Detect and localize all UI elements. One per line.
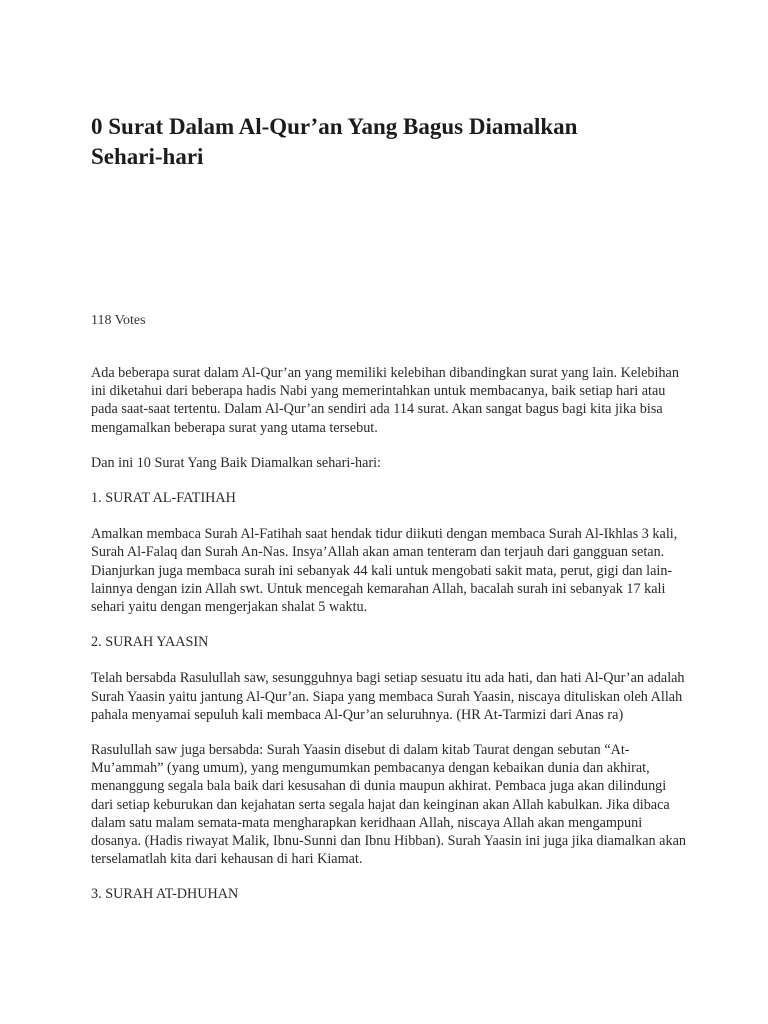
list-intro: Dan ini 10 Surat Yang Baik Diamalkan sehari-hari: (91, 454, 381, 471)
article-title: 0 Surat Dalam Al-Qur’an Yang Bagus Diamalkan Sehari-hari (91, 114, 578, 169)
al-fatihah-paragraph: Amalkan membaca Surah Al-Fatihah saat hendak tidur diikuti dengan membaca Surah Al-Ikhlas 3 kali, Surah Al-Falaq dan Surah An-Nas. Insya’Allah akan aman tenteram dan terjauh dari gangguan setan. Dianjurkan juga membaca surah ini sebanyak 44 kali untuk mengobati sakit mata, perut, gigi dan lain-lainnya dengan izin Allah swt. Untuk mencegah kemarahan Allah, bacalah surah ini sebanyak 17 kali sehari yaitu dengan mengerjakan shalat 5 waktu. (91, 526, 678, 616)
votes-count: 118 Votes (91, 313, 146, 328)
section-heading-at-dhuhan: 3. SURAH AT-DHUHAN (91, 886, 239, 903)
intro-paragraph: Ada beberapa surat dalam Al-Qur’an yang memiliki kelebihan dibandingkan surat yang lain. Kelebihan ini diketahui dari beberapa hadis Nabi yang memerintahkan untuk membacanya, baik setiap hari atau pada saat-saat tertentu. Dalam Al-Qur’an sendiri ada 114 surat. Akan sangat bagus bagi kita jika bisa mengamalkan beberapa surat yang utama tersebut. (91, 365, 679, 436)
section-heading-al-fatihah: 1. SURAT AL-FATIHAH (91, 490, 236, 507)
section-heading-yaasin: 2. SURAH YAASIN (91, 634, 209, 651)
article-body (91, 364, 691, 922)
yaasin-paragraph-1: Telah bersabda Rasulullah saw, sesungguhnya bagi setiap sesuatu itu ada hati, dan hati Al-Qur’an adalah Surah Yaasin yaitu jantung Al-Qur’an. Siapa yang membaca Surah Yaasin, niscaya dituliskan oleh Allah pahala menyamai sepuluh kali membaca Al-Qur’an seluruhnya. (HR At-Tarmizi dari Anas ra) (91, 670, 685, 723)
yaasin-paragraph-2: Rasulullah saw juga bersabda: Surah Yaasin disebut di dalam kitab Taurat dengan sebutan “At-Mu’ammah” (yang umum), yang mengumumkan pembacanya dengan kebaikan dunia dan akhirat, menanggung segala bala baik dari kesusahan di dunia maupun akhirat. Pembaca juga akan dilindungi dari setiap keburukan dan kejahatan serta segala hajat dan keinginan akan Allah kabulkan. Jika dibaca dalam satu malam semata-mata mengharapkan keridhaan Allah, niscaya Allah akan mengampuni dosanya. (Hadis riwayat Malik, Ibnu-Sunni dan Ibnu Hibban). Surah Yaasin ini juga jika diamalkan akan terselamatlah kita dari kehausan di hari Kiamat. (91, 742, 686, 868)
